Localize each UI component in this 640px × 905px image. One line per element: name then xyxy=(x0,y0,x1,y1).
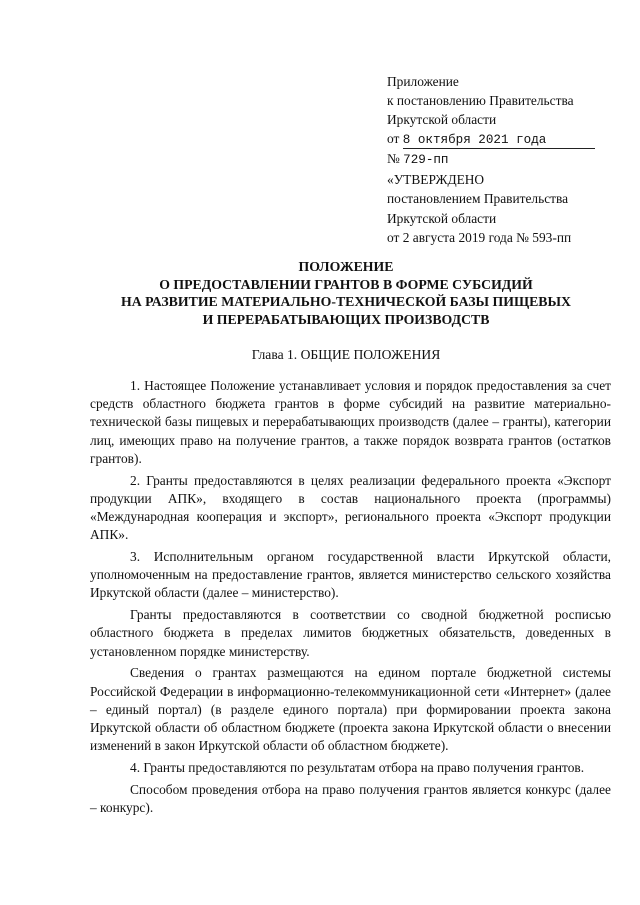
paragraph: 1. Настоящее Положение устанавливает условия и порядок предоставления за счет средств областного бюджета грантов в форме субсидий на развитие материально-технической базы пищевых и перерабатывающих производств (далее – гранты), категории лиц, имеющих право на получение грантов, а также порядок возврата грантов (остатков грантов). xyxy=(90,378,611,466)
approved-line: постановлением Правительства xyxy=(387,191,569,207)
date-field xyxy=(403,131,595,149)
paragraph: 4. Гранты предоставляются по результатам отбора на право получения грантов. xyxy=(130,760,585,776)
appendix-number-line xyxy=(387,149,637,170)
title-line: О ПРЕДОСТАВЛЕНИИ ГРАНТОВ В ФОРМЕ СУБСИДИЙ xyxy=(159,276,533,292)
date-prefix: от xyxy=(387,131,400,147)
number-prefix: № xyxy=(387,151,400,167)
paragraph: 3. Исполнительным органом государственной власти Иркутской области, уполномоченным на предоставление грантов, является министерство сельского хозяйства Иркутской области (далее – министерство). xyxy=(90,549,611,601)
title-line: ПОЛОЖЕНИЕ xyxy=(298,259,394,274)
title-line: НА РАЗВИТИЕ МАТЕРИАЛЬНО-ТЕХНИЧЕСКОЙ БАЗЫ ПИЩЕВЫХ xyxy=(120,294,572,310)
approved-line: Иркутской области xyxy=(387,210,497,226)
approved-line: от 2 августа 2019 года № 593-пп xyxy=(387,229,572,245)
number-value: 729-пп xyxy=(403,153,449,168)
title-line: И ПЕРЕРАБАТЫВАЮЩИХ ПРОИЗВОДСТВ xyxy=(202,311,490,327)
approved-heading: «УТВЕРЖДЕНО xyxy=(387,172,485,188)
appendix-line: Приложение xyxy=(387,74,459,89)
appendix-line: к постановлению Правительства xyxy=(387,93,574,109)
appendix-line: Иркутской области xyxy=(387,112,497,128)
paragraph: Гранты предоставляются в соответствии со сводной бюджетной росписью областного бюджета в пределах лимитов бюджетных обязательств, доведенных в установленном порядке министерству. xyxy=(90,607,611,659)
paragraph: Способом проведения отбора на право получения грантов является конкурс (далее – конкурс). xyxy=(90,781,611,816)
appendix-block xyxy=(387,72,637,247)
document-title xyxy=(80,258,612,328)
appendix-date-line xyxy=(387,129,637,149)
date-value: 8 октября 2021 года xyxy=(402,133,547,148)
paragraph: 2. Гранты предоставляются в целях реализации федерального проекта «Экспорт продукции АПК», входящего в состав национального проекта (программы) «Международная кооперация и экспорт», регионального проекта «Экспорт продукции АПК». xyxy=(90,472,611,543)
document-body xyxy=(90,377,611,817)
chapter-heading: Глава 1. ОБЩИЕ ПОЛОЖЕНИЯ xyxy=(251,347,441,362)
paragraph: Сведения о грантах размещаются на едином портале бюджетной системы Российской Федерации в информационно-телекоммуникационной сети «Интернет» (далее – единый портал) (в разделе единого портала) при формировании проекта закона Иркутской области об областном бюджете (проекта закона Иркутской области о внесении изменений в закон Иркутской области об областном бюджете). xyxy=(90,665,611,754)
